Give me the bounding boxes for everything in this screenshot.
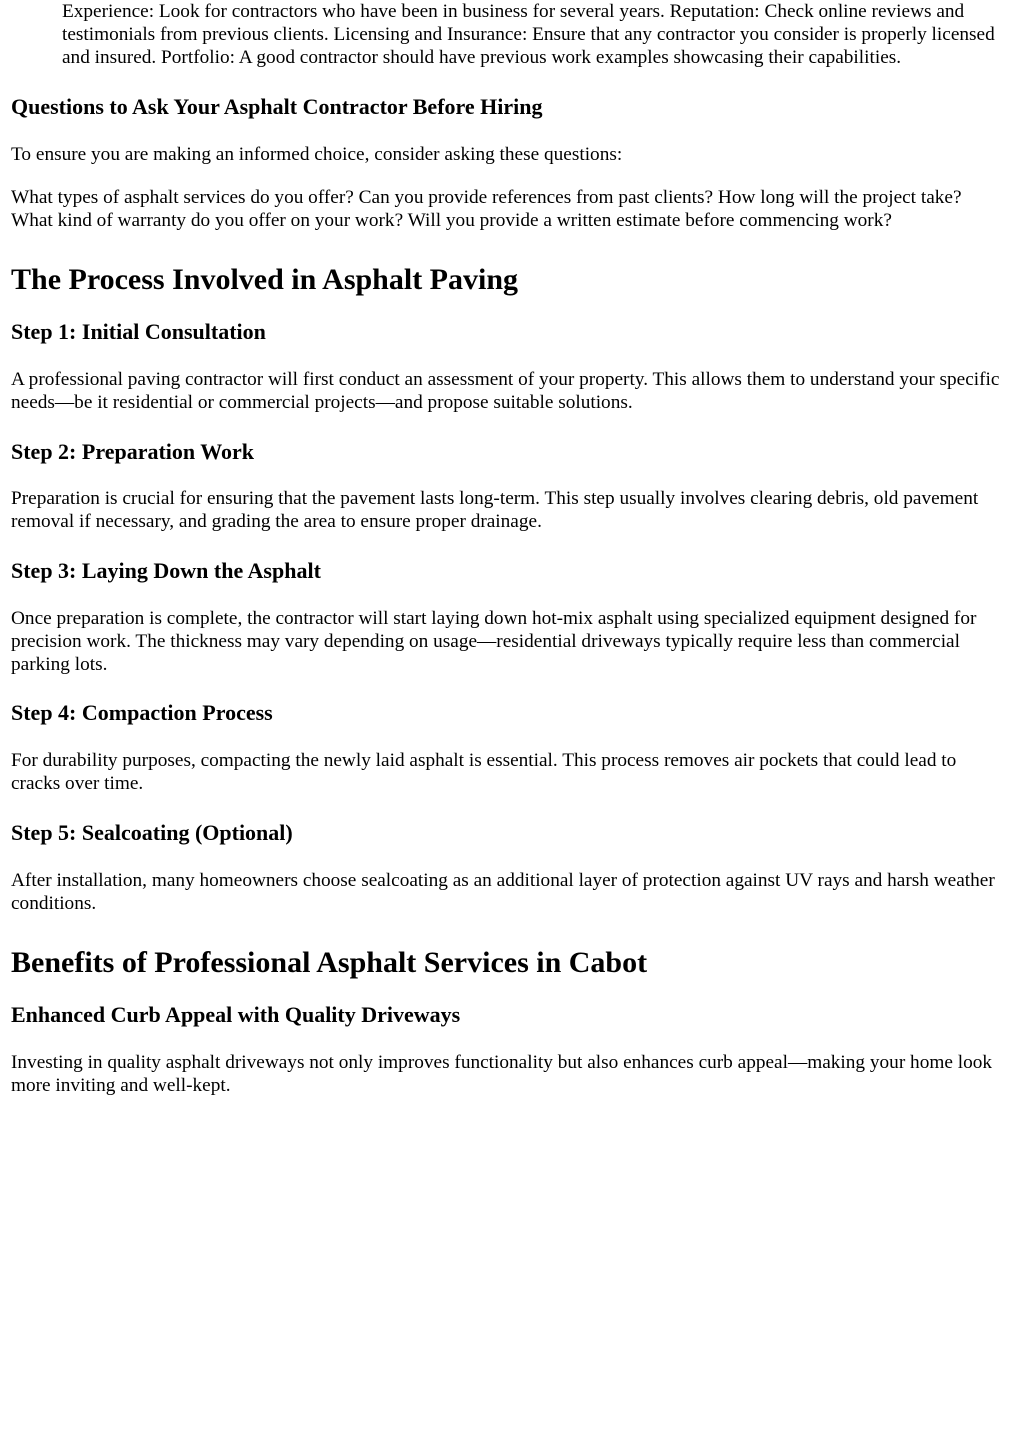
- questions-heading: Questions to Ask Your Asphalt Contractor Before Hiring: [11, 94, 543, 119]
- step-1-paragraph: A professional paving contractor will first conduct an assessment of your property. This allows them to understand your specific needs—be it residential or commercial projects—and propose suitable solutions.: [11, 369, 1000, 413]
- questions-list-paragraph: What types of asphalt services do you offer? Can you provide references from past clients? How long will the project take? What kind of warranty do you offer on your work? Will you provide a written estimate before commencing work?: [11, 187, 962, 231]
- benefits-heading: Benefits of Professional Asphalt Services in Cabot: [11, 946, 648, 979]
- step-3-paragraph: Once preparation is complete, the contractor will start laying down hot-mix asphalt using specialized equipment designed for precision work. The thickness may vary depending on usage—residential driveways typically require less than commercial parking lots.: [11, 608, 977, 675]
- process-heading: The Process Involved in Asphalt Paving: [11, 263, 519, 296]
- step-4-paragraph: For durability purposes, compacting the newly laid asphalt is essential. This process removes air pockets that could lead to cracks over time.: [11, 750, 957, 794]
- step-3-heading: Step 3: Laying Down the Asphalt: [11, 558, 321, 583]
- curb-appeal-heading: Enhanced Curb Appeal with Quality Driveways: [11, 1002, 461, 1027]
- step-2-heading: Step 2: Preparation Work: [11, 439, 255, 464]
- step-5-paragraph: After installation, many homeowners choose sealcoating as an additional layer of protection against UV rays and harsh weather conditions.: [11, 870, 995, 914]
- questions-lead-paragraph: To ensure you are making an informed choice, consider asking these questions:: [11, 144, 623, 165]
- step-1-heading: Step 1: Initial Consultation: [11, 319, 266, 344]
- contractor-criteria-paragraph: Experience: Look for contractors who have been in business for several years. Reputation: Check online reviews and testimonials from previous clients. Licensing and Insurance: Ensure that any contractor you consider is properly licensed and insured. Portfolio: A good contractor should have previous work examples showcasing their capabilities.: [62, 1, 995, 68]
- curb-appeal-paragraph: Investing in quality asphalt driveways not only improves functionality but also enhances curb appeal—making your home look more inviting and well-kept.: [11, 1052, 992, 1096]
- step-2-paragraph: Preparation is crucial for ensuring that the pavement lasts long-term. This step usually involves clearing debris, old pavement removal if necessary, and grading the area to ensure proper drainage.: [11, 488, 979, 532]
- step-4-heading: Step 4: Compaction Process: [11, 700, 273, 725]
- document-page: [11, 0, 1006, 1097]
- step-5-heading: Step 5: Sealcoating (Optional): [11, 820, 293, 845]
